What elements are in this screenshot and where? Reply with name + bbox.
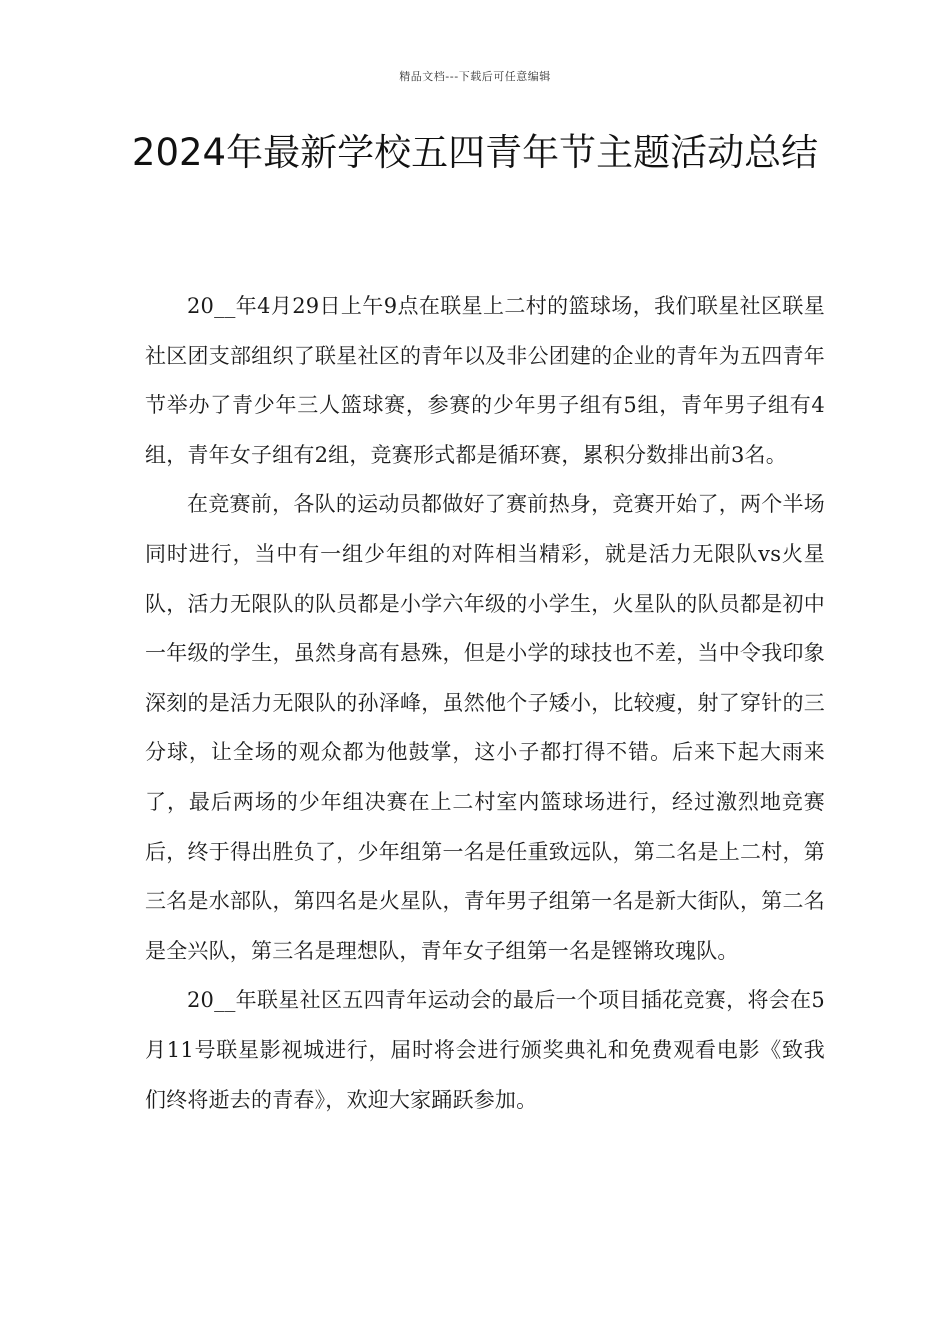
paragraph-3: 20__年联星社区五四青年运动会的最后一个项目插花竞赛，将会在5月11号联星影视城进行，届时将会进行颁奖典礼和免费观看电影《致我们终将逝去的青春》，欢迎大家踊跃参加。 — [145, 988, 825, 1112]
document-title: 2024年最新学校五四青年节主题活动总结 — [131, 131, 819, 174]
header-note: 精品文档---下载后可任意编辑 — [399, 70, 551, 83]
paragraph-2: 在竞赛前，各队的运动员都做好了赛前热身，竞赛开始了，两个半场同时进行，当中有一组少年组的对阵相当精彩，就是活力无限队vs火星队，活力无限队的队员都是小学六年级的小学生，火星队的队员都是初中一年级的学生，虽然身高有悬殊，但是小学的球技也不差，当中令我印象深刻的是活力无限队的孙泽峰，虽然他个子矮小，比较瘦，射了穿针的三分球，让全场的观众都为他鼓掌，这小子都打得不错。后来下起大雨来了，最后两场的少年组决赛在上二村室内篮球场进行，经过激烈地竞赛后，终于得出胜负了，少年组第一名是任重致远队，第二名是上二村，第三名是水部队，第四名是火星队，青年男子组第一名是新大街队，第二名是全兴队，第三名是理想队，青年女子组第一名是铿锵玫瑰队。 — [145, 492, 825, 963]
document-body — [145, 282, 825, 1125]
paragraph-1: 20__年4月29日上午9点在联星上二村的篮球场，我们联星社区联星社区团支部组织了联星社区的青年以及非公团建的企业的青年为五四青年节举办了青少年三人篮球赛，参赛的少年男子组有5组，青年男子组有4组，青年女子组有2组，竞赛形式都是循环赛，累积分数排出前3名。 — [145, 294, 825, 467]
